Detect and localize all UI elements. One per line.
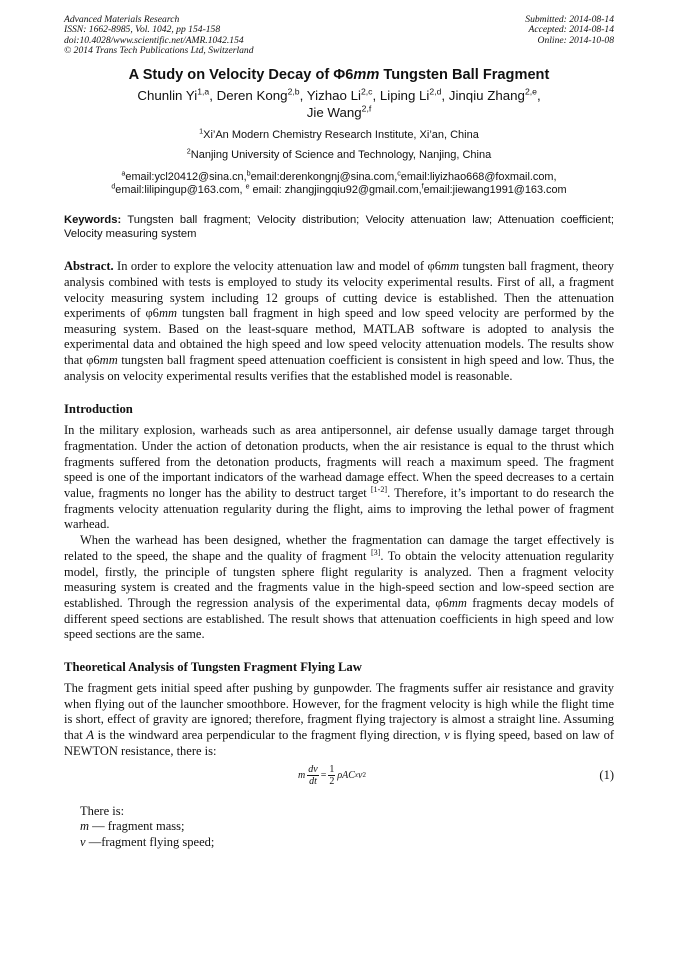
- equation-1: [64, 764, 614, 794]
- author: Yizhao Li$^{2,c}$,: [306, 86, 380, 103]
- author: Jie Wang$^{2,f}$: [306, 103, 372, 120]
- email-f: email:jiewang1991@163.com: [423, 184, 567, 197]
- journal-name: Advanced Materials Research: [64, 14, 180, 25]
- journal-doi: doi:10.4028/www.scientific.net/AMR.1042.154: [64, 34, 244, 46]
- accepted-date: Accepted: 2014-08-14: [528, 24, 614, 36]
- equation-expression: m $\frac{dv}{dt}$ = $\frac{1}{2}$ ρAC x v 2: [298, 763, 366, 787]
- affiliation-2: $^2$Nanjing University of Science and Technology, Nanjing, China: [186, 146, 492, 161]
- abstract: Abstract. In order to explore the velocity attenuation law and model of φ6mm tungsten ball fragment, theory analysis combined with tests is employed to study its velocity experimental results. First of all, a fragment velocity measuring system including 12 groups of cutting device is established. Then the attenuation experiments of φ6mm tungsten ball fragment in high speed and low speed velocity are performed by the measuring system. Based on the least-square method, MATLAB software is adopted to analysis the experimental data and obtained the high speed and low speed velocity attenuation models. The results show that φ6mm tungsten ball fragment speed attenuation coefficient is consistent in high speed and low. Thus, the analysis on velocity experimental results verifies that the established model is reasonable.: [64, 259, 615, 383]
- list-item: v —fragment flying speed;: [80, 834, 215, 849]
- section-heading-introduction: Introduction: [64, 402, 133, 417]
- author: Chunlin Yi$^{1,a}$,: [137, 86, 217, 103]
- author: Jinqiu Zhang$^{2,e}$,: [448, 86, 541, 103]
- affiliation-1: $^1$Xi’An Modern Chemistry Research Institute, Xi’an, China: [199, 126, 479, 141]
- section-heading-theory: Theoretical Analysis of Tungsten Fragment Flying Law: [64, 660, 362, 675]
- email-e: email: zhangjingqiu92@gmail.com,: [249, 184, 422, 197]
- email-line: $^d$email:lilipingup@163.com, $^e$ email: zhangjingqiu92@gmail.com,$^f$email:jiewang1991@163.com: [111, 182, 567, 197]
- email-b: email:derenkongnj@sina.com,: [250, 170, 398, 183]
- keywords-label: Keywords:: [64, 214, 122, 227]
- online-date: Online: 2014-10-08: [537, 34, 614, 46]
- theory-paragraph-1: The fragment gets initial speed after pushing by gunpowder. The fragments suffer air resistance and gravity when flying out of the launcher smoothbore. However, for the fragment velocity is high while the flight time is short, effect of gravity are ignored; therefore, fragment flying trajectory is almost a straight line. Assuming that A is the windward area perpendicular to the fragment flying direction, v is flying speed, based on law of NEWTON resistance, there is:: [64, 681, 615, 758]
- keywords-text: Tungsten ball fragment; Velocity distribution; Velocity attenuation law; Attenuation coefficient; Velocity measuring system: [64, 214, 614, 241]
- intro-paragraph-1: In the military explosion, warheads such as area antipersonnel, air defense usually damage target through fragmentation. Under the action of detonation products, when the air resistance is equal to the thrust which fragments suffered from the detonation products, fragments will reach a maximum speed. The fragment speed is one of the important indicators of the warhead damage effect. When the speed decreases to a certain value, fragments no longer has the ability to destruct target [1-2]. Therefore, it’s important to do research the fragments velocity attenuation regularity during the flight, aims to improving the lethal power of fragment warhead.: [64, 423, 614, 532]
- citation: [3]: [370, 547, 381, 557]
- abstract-label: Abstract.: [64, 259, 114, 274]
- fraction-dv-dt: $\frac{dv}{dt}$: [308, 763, 318, 787]
- variable-definitions: [64, 804, 614, 851]
- author-emails: [64, 171, 614, 198]
- journal-header: [64, 15, 614, 57]
- submitted-date: Submitted: 2014-08-14: [525, 14, 614, 25]
- author: Liping Li$^{2,d}$,: [379, 86, 449, 103]
- paper-title: A Study on Velocity Decay of Φ6mm Tungsten Ball Fragment: [128, 66, 550, 83]
- email-d: email:lilipingup@163.com,: [115, 184, 246, 197]
- fraction-one-half: $\frac{1}{2}$: [329, 763, 335, 787]
- email-c: email:liyizhao668@foxmail.com,: [400, 170, 557, 183]
- journal-issn: ISSN: 1662-8985, Vol. 1042, pp 154-158: [64, 24, 221, 36]
- there-is-label: There is:: [80, 803, 125, 818]
- keywords: [64, 213, 614, 241]
- submission-dates: [525, 15, 614, 57]
- intro-paragraph-2: When the warhead has been designed, whether the fragmentation can damage the target effectively is related to the speed, the shape and the quality of fragment [3]. To obtain the velocity attenuation regularity model, firstly, the principle of tungsten sphere flight regularity is analyzed. Then a fragment velocity measuring system is created and the fragments value in the high-speed section and low-speed section are established. Through the regression analysis of the experimental data, φ6mm fragments decay models of different speed sections are established. The result shows that attenuation coefficients in high speed and low speed sections are the same.: [64, 533, 614, 642]
- email-line: $^a$email:ycl20412@sina.cn,$^b$email:derenkongnj@sina.com,$^c$email:liyizhao668@foxmail.com,: [121, 169, 557, 183]
- citation: [1-2]: [370, 484, 388, 494]
- author-list: [64, 87, 614, 121]
- list-item: m — fragment mass;: [80, 819, 185, 834]
- email-a: email:ycl20412@sina.cn,: [125, 170, 247, 183]
- author: Deren Kong$^{2,b}$,: [216, 86, 307, 103]
- journal-copyright: © 2014 Trans Tech Publications Ltd, Switzerland: [64, 45, 254, 57]
- equation-number: (1): [599, 767, 614, 782]
- journal-info: [64, 15, 254, 57]
